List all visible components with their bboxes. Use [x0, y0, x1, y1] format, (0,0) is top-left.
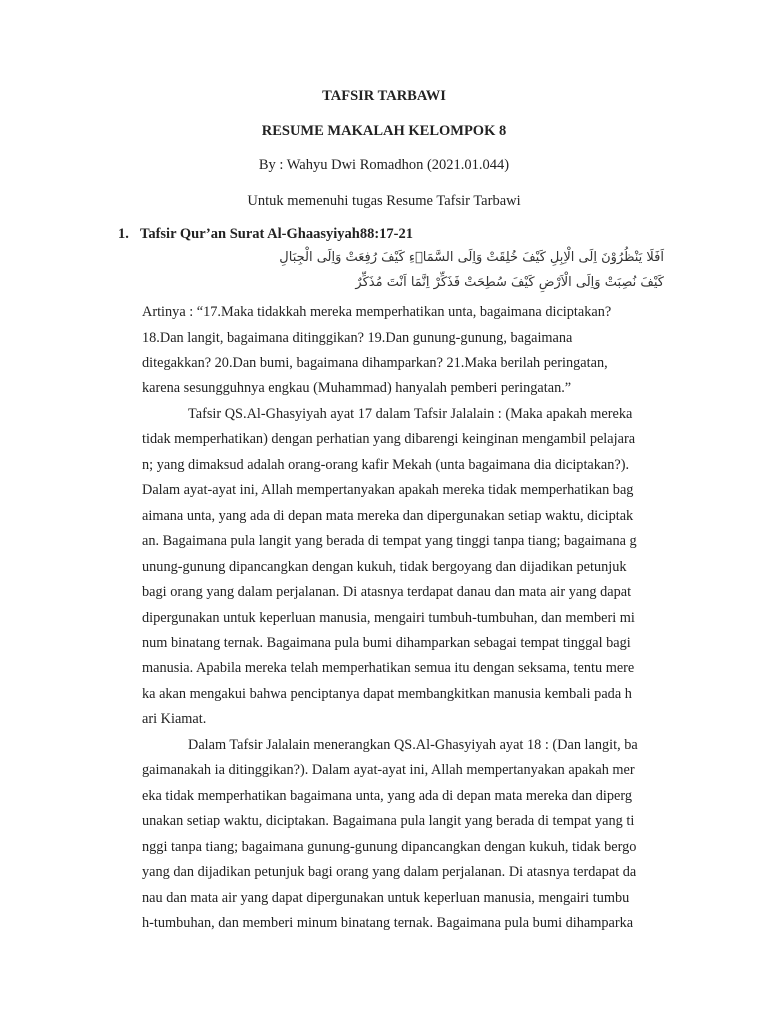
body-line: an. Bagaimana pula langit yang berada di tempat yang tinggi tanpa tiang; bagaimana g — [142, 533, 637, 549]
body-line: eka tidak memperhatikan bagaimana unta, yang ada di depan mata mereka dan diperg — [142, 788, 632, 804]
body-line: h-tumbuhan, dan memberi minum binatang ternak. Bagaimana pula bumi dihamparka — [142, 915, 634, 931]
paragraph-first-line: Tafsir QS.Al-Ghasyiyah ayat 17 dalam Tafsir Jalalain : (Maka apakah mereka — [188, 406, 633, 422]
body-line: 18.Dan langit, bagaimana ditinggikan? 19.Dan gunung-gunung, bagaimana — [142, 330, 573, 346]
body-line: dipergunakan untuk keperluan manusia, mengairi tumbuh-tumbuhan, dan memberi mi — [142, 610, 635, 626]
body-line: manusia. Apabila mereka telah memperhatikan semua itu dengan seksama, tentu mere — [142, 660, 635, 676]
body-line: nggi tanpa tiang; bagaimana gunung-gunung dipancangkan dengan kukuh, tidak bergo — [142, 839, 637, 855]
arabic-verse-line: كَيْفَ نُصِبَتْ وَاِلَى الْاَرْضِ كَيْفَ سُطِحَتْ فَذَكِّرْ اِنَّمَا اَنْتَ مُذَكِّرٌ — [355, 275, 664, 290]
section-title: Tafsir Qur’an Surat Al-Ghaasyiyah88:17-21 — [140, 226, 413, 242]
section-heading — [118, 226, 413, 243]
body-line: Dalam ayat-ayat ini, Allah mempertanyakan apakah mereka tidak memperhatikan bag — [142, 482, 634, 498]
paragraph-first-line: Dalam Tafsir Jalalain menerangkan QS.Al-Ghasyiyah ayat 18 : (Dan langit, ba — [188, 737, 638, 753]
arabic-verse-line: اَفَلَا يَنْظُرُوْنَ اِلَى الْاِبِلِ كَيْفَ خُلِقَتْ وَاِلَى السَّمَاۤءِ كَيْفَ رُفِعَتْ وَاِلَى الْجِبَالِ — [279, 250, 664, 265]
document-subtitle: RESUME MAKALAH KELOMPOK 8 — [261, 123, 507, 139]
body-line: n; yang dimaksud adalah orang-orang kafir Mekah (unta bagaimana dia diciptakan?). — [142, 457, 630, 473]
body-line: unakan setiap waktu, diciptakan. Bagaimana pula langit yang berada di tempat yang ti — [142, 813, 635, 829]
body-line: tidak memperhatikan) dengan perhatian yang dibarengi keinginan mengambil pelajara — [142, 431, 636, 447]
body-line: nau dan mata air yang dapat dipergunakan untuk keperluan manusia, mengairi tumbu — [142, 890, 630, 906]
body-line: karena sesungguhnya engkau (Muhammad) hanyalah pemberi peringatan.” — [142, 380, 572, 396]
body-line: aimana unta, yang ada di depan mata mereka dan dipergunakan setiap waktu, diciptak — [142, 508, 634, 524]
body-line: ka akan mengakui bahwa penciptanya dapat membangkitkan manusia kembali pada h — [142, 686, 632, 702]
purpose-line: Untuk memenuhi tugas Resume Tafsir Tarbawi — [247, 193, 521, 209]
body-line: ari Kiamat. — [142, 711, 207, 727]
body-line: gaimanakah ia ditinggikan?). Dalam ayat-ayat ini, Allah mempertanyakan apakah mer — [142, 762, 635, 778]
body-line: bagi orang yang dalam perjalanan. Di atasnya terdapat danau dan mata air yang dapat — [142, 584, 632, 600]
document-title: TAFSIR TARBAWI — [322, 88, 446, 104]
body-line: num binatang ternak. Bagaimana pula bumi dihamparkan sebagai tempat tinggal bagi — [142, 635, 631, 651]
author-line: By : Wahyu Dwi Romadhon (2021.01.044) — [258, 157, 510, 173]
body-line: Artinya : “17.Maka tidakkah mereka memperhatikan unta, bagaimana diciptakan? — [142, 304, 612, 320]
section-number: 1. — [118, 226, 129, 242]
body-line: yang dan dijadikan petunjuk bagi orang yang dalam perjalanan. Di atasnya terdapat da — [142, 864, 637, 880]
body-line: unung-gunung dipancangkan dengan kukuh, tidak bergoyang dan dijadikan petunjuk — [142, 559, 627, 575]
body-line: ditegakkan? 20.Dan bumi, bagaimana dihamparkan? 21.Maka berilah peringatan, — [142, 355, 608, 371]
